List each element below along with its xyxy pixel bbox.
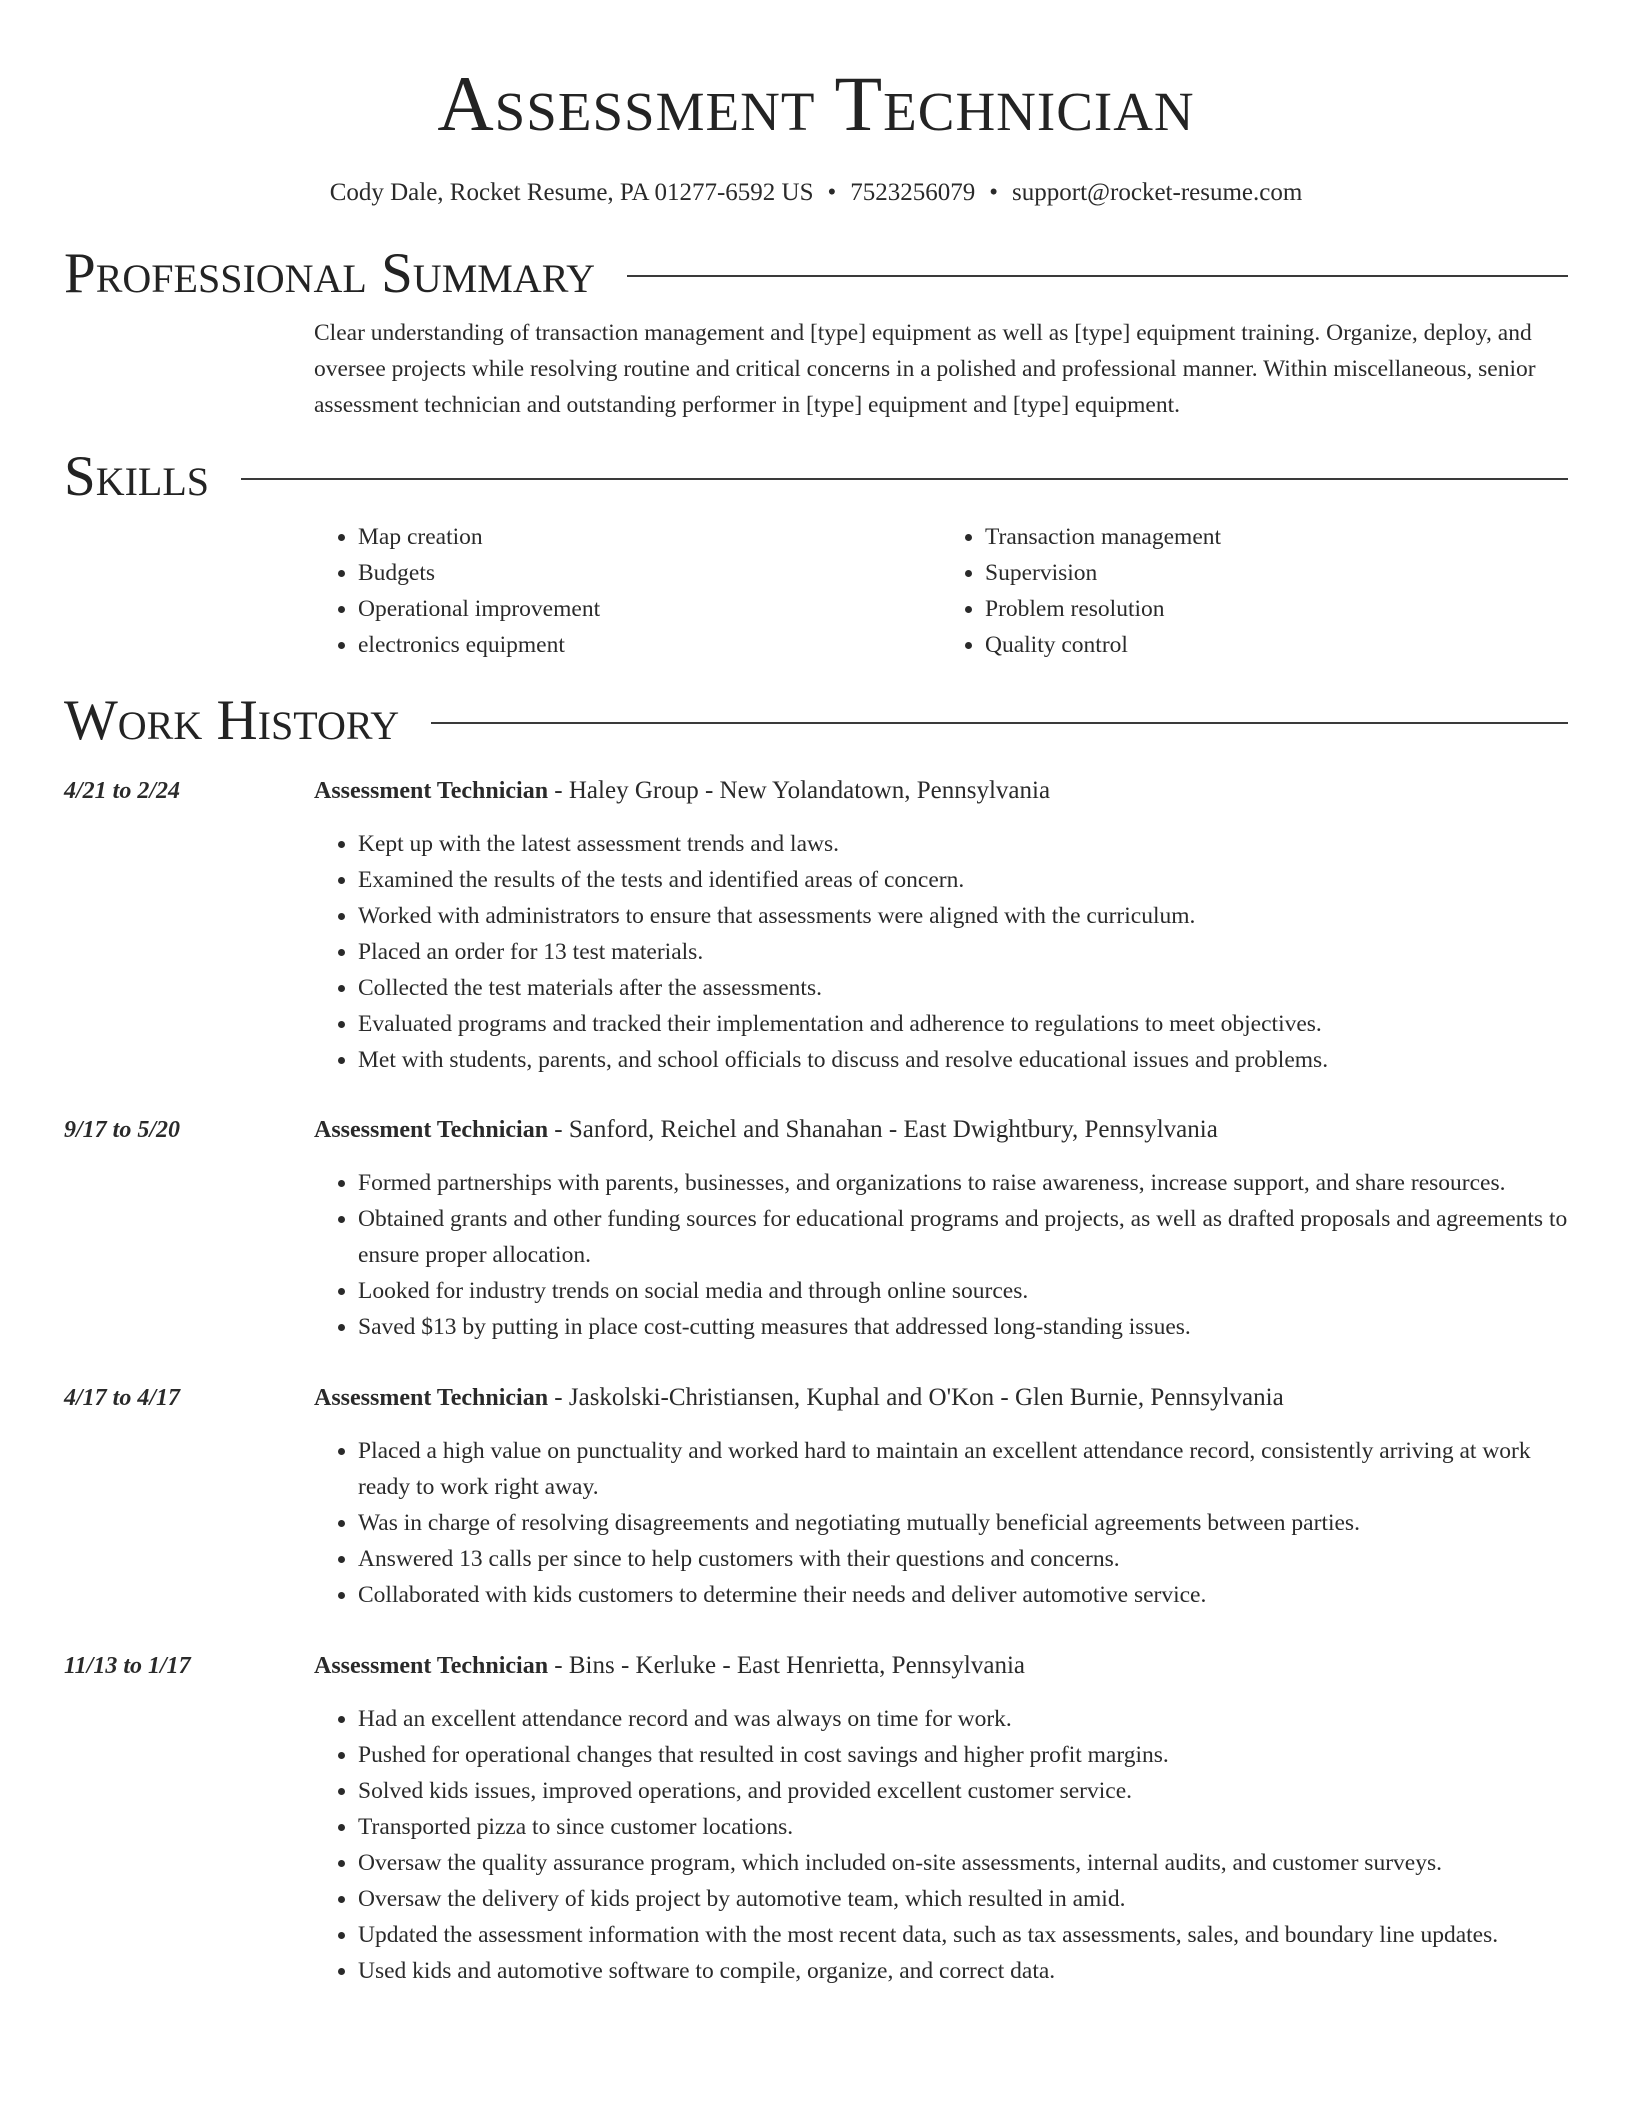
job-date: 4/21 to 2/24 (64, 778, 181, 804)
job-bullet: • Had an excellent attendance record and was always on time for work. (358, 1701, 1568, 1737)
job-body (314, 1112, 1568, 1345)
job-details: - Jaskolski-Christiansen, Kuphal and O'Kon - Glen Burnie, Pennsylvania (548, 1384, 1284, 1411)
job-title: Assessment Technician (314, 1117, 549, 1143)
job-body (314, 1648, 1568, 1989)
job-bullet: • Met with students, parents, and school officials to discuss and resolve educational issues and problems. (358, 1042, 1568, 1078)
job-bullet: • Transported pizza to since customer locations. (358, 1809, 1568, 1845)
contact-line (64, 178, 1568, 208)
job-bullet: • Worked with administrators to ensure that assessments were aligned with the curriculum. (358, 898, 1568, 934)
skill-item: • Supervision (985, 555, 1568, 591)
work-heading: Work History (64, 689, 400, 752)
job-entry (64, 1112, 1568, 1345)
job-bullet: • Used kids and automotive software to compile, organize, and correct data. (358, 1953, 1568, 1989)
contact-separator: • (989, 179, 999, 206)
job-heading (314, 1648, 1568, 1684)
contact-email: support@rocket-resume.com (1012, 179, 1303, 206)
job-bullet: • Oversaw the delivery of kids project by automotive team, which resulted in amid. (358, 1881, 1568, 1917)
job-bullet: • Pushed for operational changes that resulted in cost savings and higher profit margins. (358, 1737, 1568, 1773)
skill-item: • electronics equipment (358, 627, 941, 663)
job-title: Assessment Technician (314, 778, 549, 804)
job-bullet: • Saved $13 by putting in place cost-cutting measures that addressed long-standing issues. (358, 1309, 1568, 1345)
job-bullets (314, 1701, 1568, 1989)
job-details: - Haley Group - New Yolandatown, Pennsylvania (548, 777, 1051, 804)
job-bullet: • Oversaw the quality assurance program, which included on-site assessments, internal audits, and customer surveys. (358, 1845, 1568, 1881)
job-entry (64, 1380, 1568, 1613)
job-body (314, 1380, 1568, 1613)
contact-address: Cody Dale, Rocket Resume, PA 01277-6592 US (329, 179, 814, 206)
summary-heading: Professional Summary (64, 242, 596, 305)
skills-section-header (64, 447, 1568, 507)
job-bullets (314, 1165, 1568, 1345)
job-bullet: • Collaborated with kids customers to determine their needs and deliver automotive service. (358, 1577, 1568, 1613)
work-section-header (64, 691, 1568, 751)
job-body (314, 773, 1568, 1078)
contact-phone: 7523256079 (850, 179, 976, 206)
job-bullet: • Evaluated programs and tracked their implementation and adherence to regulations to meet objectives. (358, 1006, 1568, 1042)
skill-item: • Problem resolution (985, 591, 1568, 627)
skill-item: • Quality control (985, 627, 1568, 663)
job-bullet: • Placed a high value on punctuality and worked hard to maintain an excellent attendance record, consistently arriving at work ready to work right away. (358, 1433, 1568, 1505)
summary-text: Clear understanding of transaction management and [type] equipment as well as [type] equipment training. Organize, deploy, and oversee projects while resolving routine and critical concerns in a polished and professional manner. Within miscellaneous, senior assessment technician and outstanding performer in [type] equipment and [type] equipment. (314, 320, 1536, 418)
job-entry (64, 773, 1568, 1078)
job-date: 4/17 to 4/17 (64, 1385, 181, 1411)
job-bullet: • Kept up with the latest assessment trends and laws. (358, 826, 1568, 862)
job-bullet: • Solved kids issues, improved operations, and provided excellent customer service. (358, 1773, 1568, 1809)
job-title: Assessment Technician (314, 1653, 549, 1679)
section-divider (627, 275, 1568, 277)
job-bullet: • Obtained grants and other funding sources for educational programs and projects, as well as drafted proposals and agreements to ensure proper allocation. (358, 1201, 1568, 1273)
summary-section-header (64, 244, 1568, 304)
job-bullet: • Placed an order for 13 test materials. (358, 934, 1568, 970)
job-heading (314, 773, 1568, 809)
section-divider (241, 478, 1568, 480)
contact-separator: • (827, 179, 837, 206)
job-bullet: • Updated the assessment information with the most recent data, such as tax assessments, sales, and boundary line updates. (358, 1917, 1568, 1953)
skill-item: • Map creation (358, 519, 941, 555)
job-heading (314, 1380, 1568, 1416)
job-bullet: • Was in charge of resolving disagreements and negotiating mutually beneficial agreements between parties. (358, 1505, 1568, 1541)
skills-heading: Skills (64, 445, 210, 508)
job-details: - Sanford, Reichel and Shanahan - East Dwightbury, Pennsylvania (548, 1116, 1218, 1143)
skills-list (314, 519, 1568, 663)
job-bullet: • Answered 13 calls per since to help customers with their questions and concerns. (358, 1541, 1568, 1577)
job-title: Assessment Technician (314, 1385, 549, 1411)
resume-name: Assessment Technician (437, 60, 1195, 147)
skills-column-right (941, 519, 1568, 663)
job-entry (64, 1648, 1568, 1989)
skill-item: • Budgets (358, 555, 941, 591)
section-divider (431, 722, 1568, 724)
job-date: 9/17 to 5/20 (64, 1117, 181, 1143)
job-date: 11/13 to 1/17 (64, 1653, 191, 1679)
job-bullets (314, 1433, 1568, 1613)
job-bullet: • Looked for industry trends on social media and through online sources. (358, 1273, 1568, 1309)
skills-column-left (314, 519, 941, 663)
skill-item: • Operational improvement (358, 591, 941, 627)
job-bullet: • Examined the results of the tests and identified areas of concern. (358, 862, 1568, 898)
skill-item: • Transaction management (985, 519, 1568, 555)
job-bullets (314, 826, 1568, 1078)
job-details: - Bins - Kerluke - East Henrietta, Pennsylvania (548, 1652, 1025, 1679)
job-bullet: • Formed partnerships with parents, businesses, and organizations to raise awareness, increase support, and share resources. (358, 1165, 1568, 1201)
job-bullet: • Collected the test materials after the assessments. (358, 970, 1568, 1006)
job-heading (314, 1112, 1568, 1148)
